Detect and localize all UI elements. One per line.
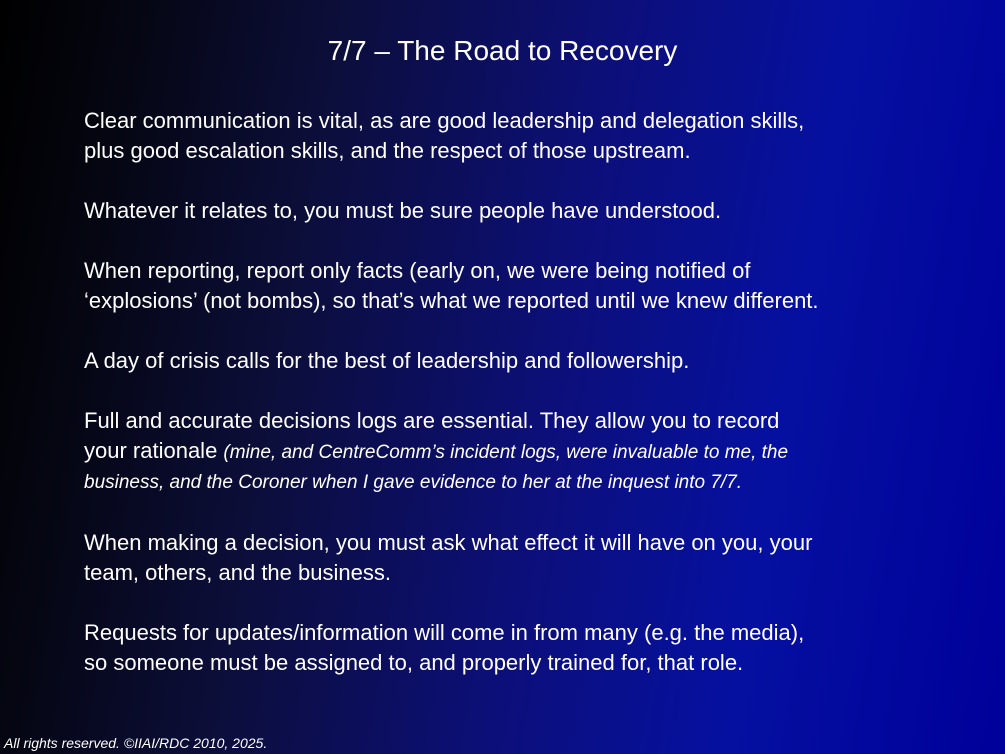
text-line: plus good escalation skills, and the respect of those upstream. xyxy=(84,138,691,163)
slide-title: 7/7 – The Road to Recovery xyxy=(327,35,678,66)
slide-body xyxy=(84,106,984,708)
text-line: Whatever it relates to, you must be sure people have understood. xyxy=(84,198,722,223)
text-italic-note: business, and the Coroner when I gave evidence to her at the inquest into 7/7. xyxy=(84,472,743,493)
text-line: Full and accurate decisions logs are essential. They allow you to record xyxy=(84,408,780,433)
paragraph-requests xyxy=(84,618,984,678)
text-line: Clear communication is vital, as are good leadership and delegation skills, xyxy=(84,108,805,133)
text-line-mixed xyxy=(84,436,984,468)
text-italic-note: (mine, and CentreComm’s incident logs, were invaluable to me, the xyxy=(223,442,789,463)
copyright-footer: All rights reserved. ©IIAI/RDC 2010, 2025. xyxy=(4,735,268,751)
paragraph-reporting xyxy=(84,256,984,316)
paragraph-crisis xyxy=(84,346,984,376)
text-line: so someone must be assigned to, and properly trained for, that role. xyxy=(84,650,744,675)
paragraph-decision-logs xyxy=(84,406,984,498)
text-line: When making a decision, you must ask what effect it will have on you, your xyxy=(84,530,813,555)
text-line: A day of crisis calls for the best of leadership and followership. xyxy=(84,348,690,373)
text-line: When reporting, report only facts (early on, we were being notified of xyxy=(84,258,751,283)
text-line: Requests for updates/information will come in from many (e.g. the media), xyxy=(84,620,805,645)
text-line: team, others, and the business. xyxy=(84,560,391,585)
text-line: ‘explosions’ (not bombs), so that’s what we reported until we knew different. xyxy=(84,288,819,313)
paragraph-decision-effect xyxy=(84,528,984,588)
paragraph-communication xyxy=(84,106,984,166)
text-normal: your rationale xyxy=(84,438,224,463)
paragraph-understood xyxy=(84,196,984,226)
